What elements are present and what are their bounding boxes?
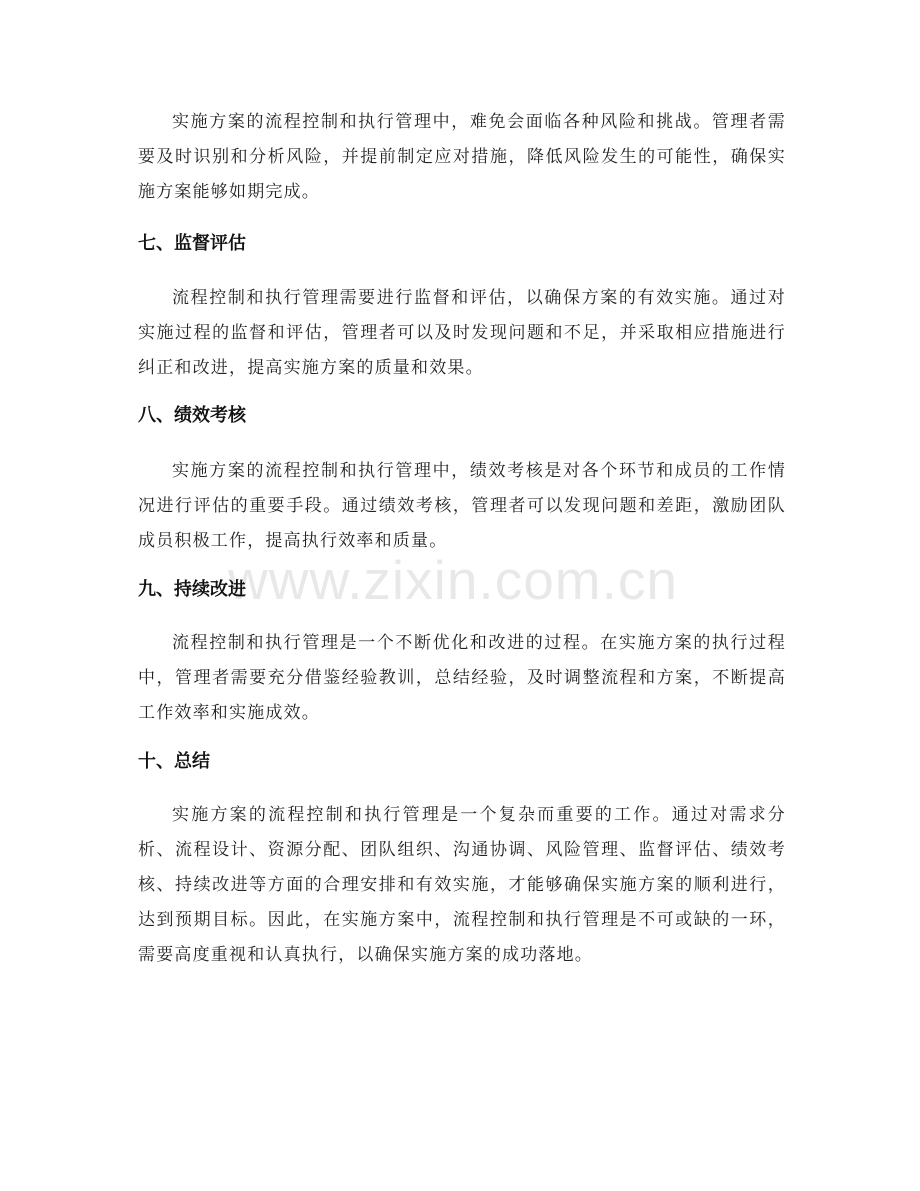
heading-performance-assessment: 八、绩效考核	[138, 405, 246, 426]
paragraph-continuous-improvement: 流程控制和执行管理是一个不断优化和改进的过程。在实施方案的执行过程中，管理者需要充分借鉴经验教训，总结经验，及时调整流程和方案，不断提高工作效率和实施成效。	[138, 633, 786, 723]
paragraph-supervision-evaluation: 流程控制和执行管理需要进行监督和评估，以确保方案的有效实施。通过对实施过程的监督和评估，管理者可以及时发现问题和不足，并采取相应措施进行纠正和改进，提高实施方案的质量和效果。	[138, 288, 786, 378]
watermark-text: www.zixin.com.cn	[228, 549, 678, 611]
heading-summary: 十、总结	[138, 751, 210, 772]
paragraph-performance-assessment: 实施方案的流程控制和执行管理中，绩效考核是对各个环节和成员的工作情况进行评估的重要手段。通过绩效考核，管理者可以发现问题和差距，激励团队成员积极工作，提高执行效率和质量。	[138, 461, 786, 551]
heading-continuous-improvement: 九、持续改进	[138, 579, 246, 600]
heading-supervision-evaluation: 七、监督评估	[138, 233, 246, 254]
paragraph-summary: 实施方案的流程控制和执行管理是一个复杂而重要的工作。通过对需求分析、流程设计、资源分配、团队组织、沟通协调、风险管理、监督评估、绩效考核、持续改进等方面的合理安排和有效实施，才能够确保实施方案的顺利进行，达到预期目标。因此，在实施方案中，流程控制和执行管理是不可或缺的一环，需要高度重视和认真执行，以确保实施方案的成功落地。	[138, 805, 786, 965]
paragraph-risk-management: 实施方案的流程控制和执行管理中，难免会面临各种风险和挑战。管理者需要及时识别和分析风险，并提前制定应对措施，降低风险发生的可能性，确保实施方案能够如期完成。	[138, 112, 786, 202]
